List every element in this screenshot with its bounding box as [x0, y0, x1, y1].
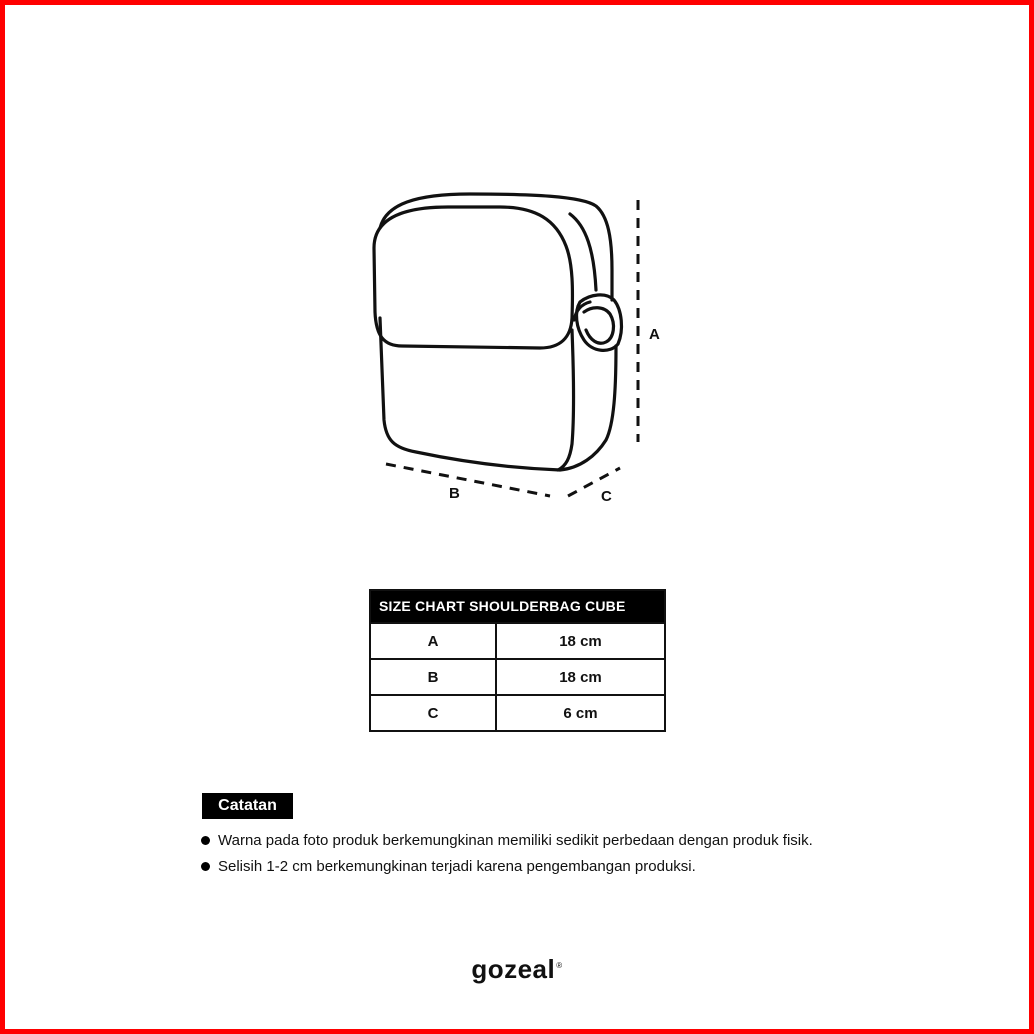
bullet-icon: [201, 836, 210, 845]
bullet-icon: [201, 862, 210, 871]
brand-logo: [0, 954, 1034, 985]
table-cell-dimension: B: [371, 660, 497, 694]
note-text: Selisih 1-2 cm berkemungkinan terjadi karena pengembangan produksi.: [218, 858, 696, 875]
notes-heading: Catatan: [202, 793, 293, 819]
shoulderbag-illustration: [360, 185, 660, 515]
table-row: [371, 658, 664, 694]
size-chart-table: [369, 589, 666, 732]
note-text: Warna pada foto produk berkemungkinan memiliki sedikit perbedaan dengan produk fisik.: [218, 832, 813, 849]
notes-list: [200, 831, 813, 883]
list-item: [200, 831, 813, 857]
table-cell-value: 18 cm: [559, 632, 602, 650]
list-item: [200, 857, 813, 883]
table-cell-value: 6 cm: [563, 704, 598, 722]
registered-mark: ®: [556, 961, 563, 971]
size-chart-title: SIZE CHART SHOULDERBAG CUBE: [371, 591, 664, 622]
table-row: [371, 622, 664, 658]
brand-name: gozeal: [471, 954, 556, 984]
table-cell-dimension: C: [371, 696, 497, 730]
dimension-label-c: C: [601, 488, 612, 505]
table-cell-dimension: A: [371, 624, 497, 658]
dimension-label-a: A: [649, 326, 660, 343]
table-cell-value: 18 cm: [559, 668, 602, 686]
table-row: [371, 694, 664, 730]
dimension-label-b: B: [449, 485, 460, 502]
